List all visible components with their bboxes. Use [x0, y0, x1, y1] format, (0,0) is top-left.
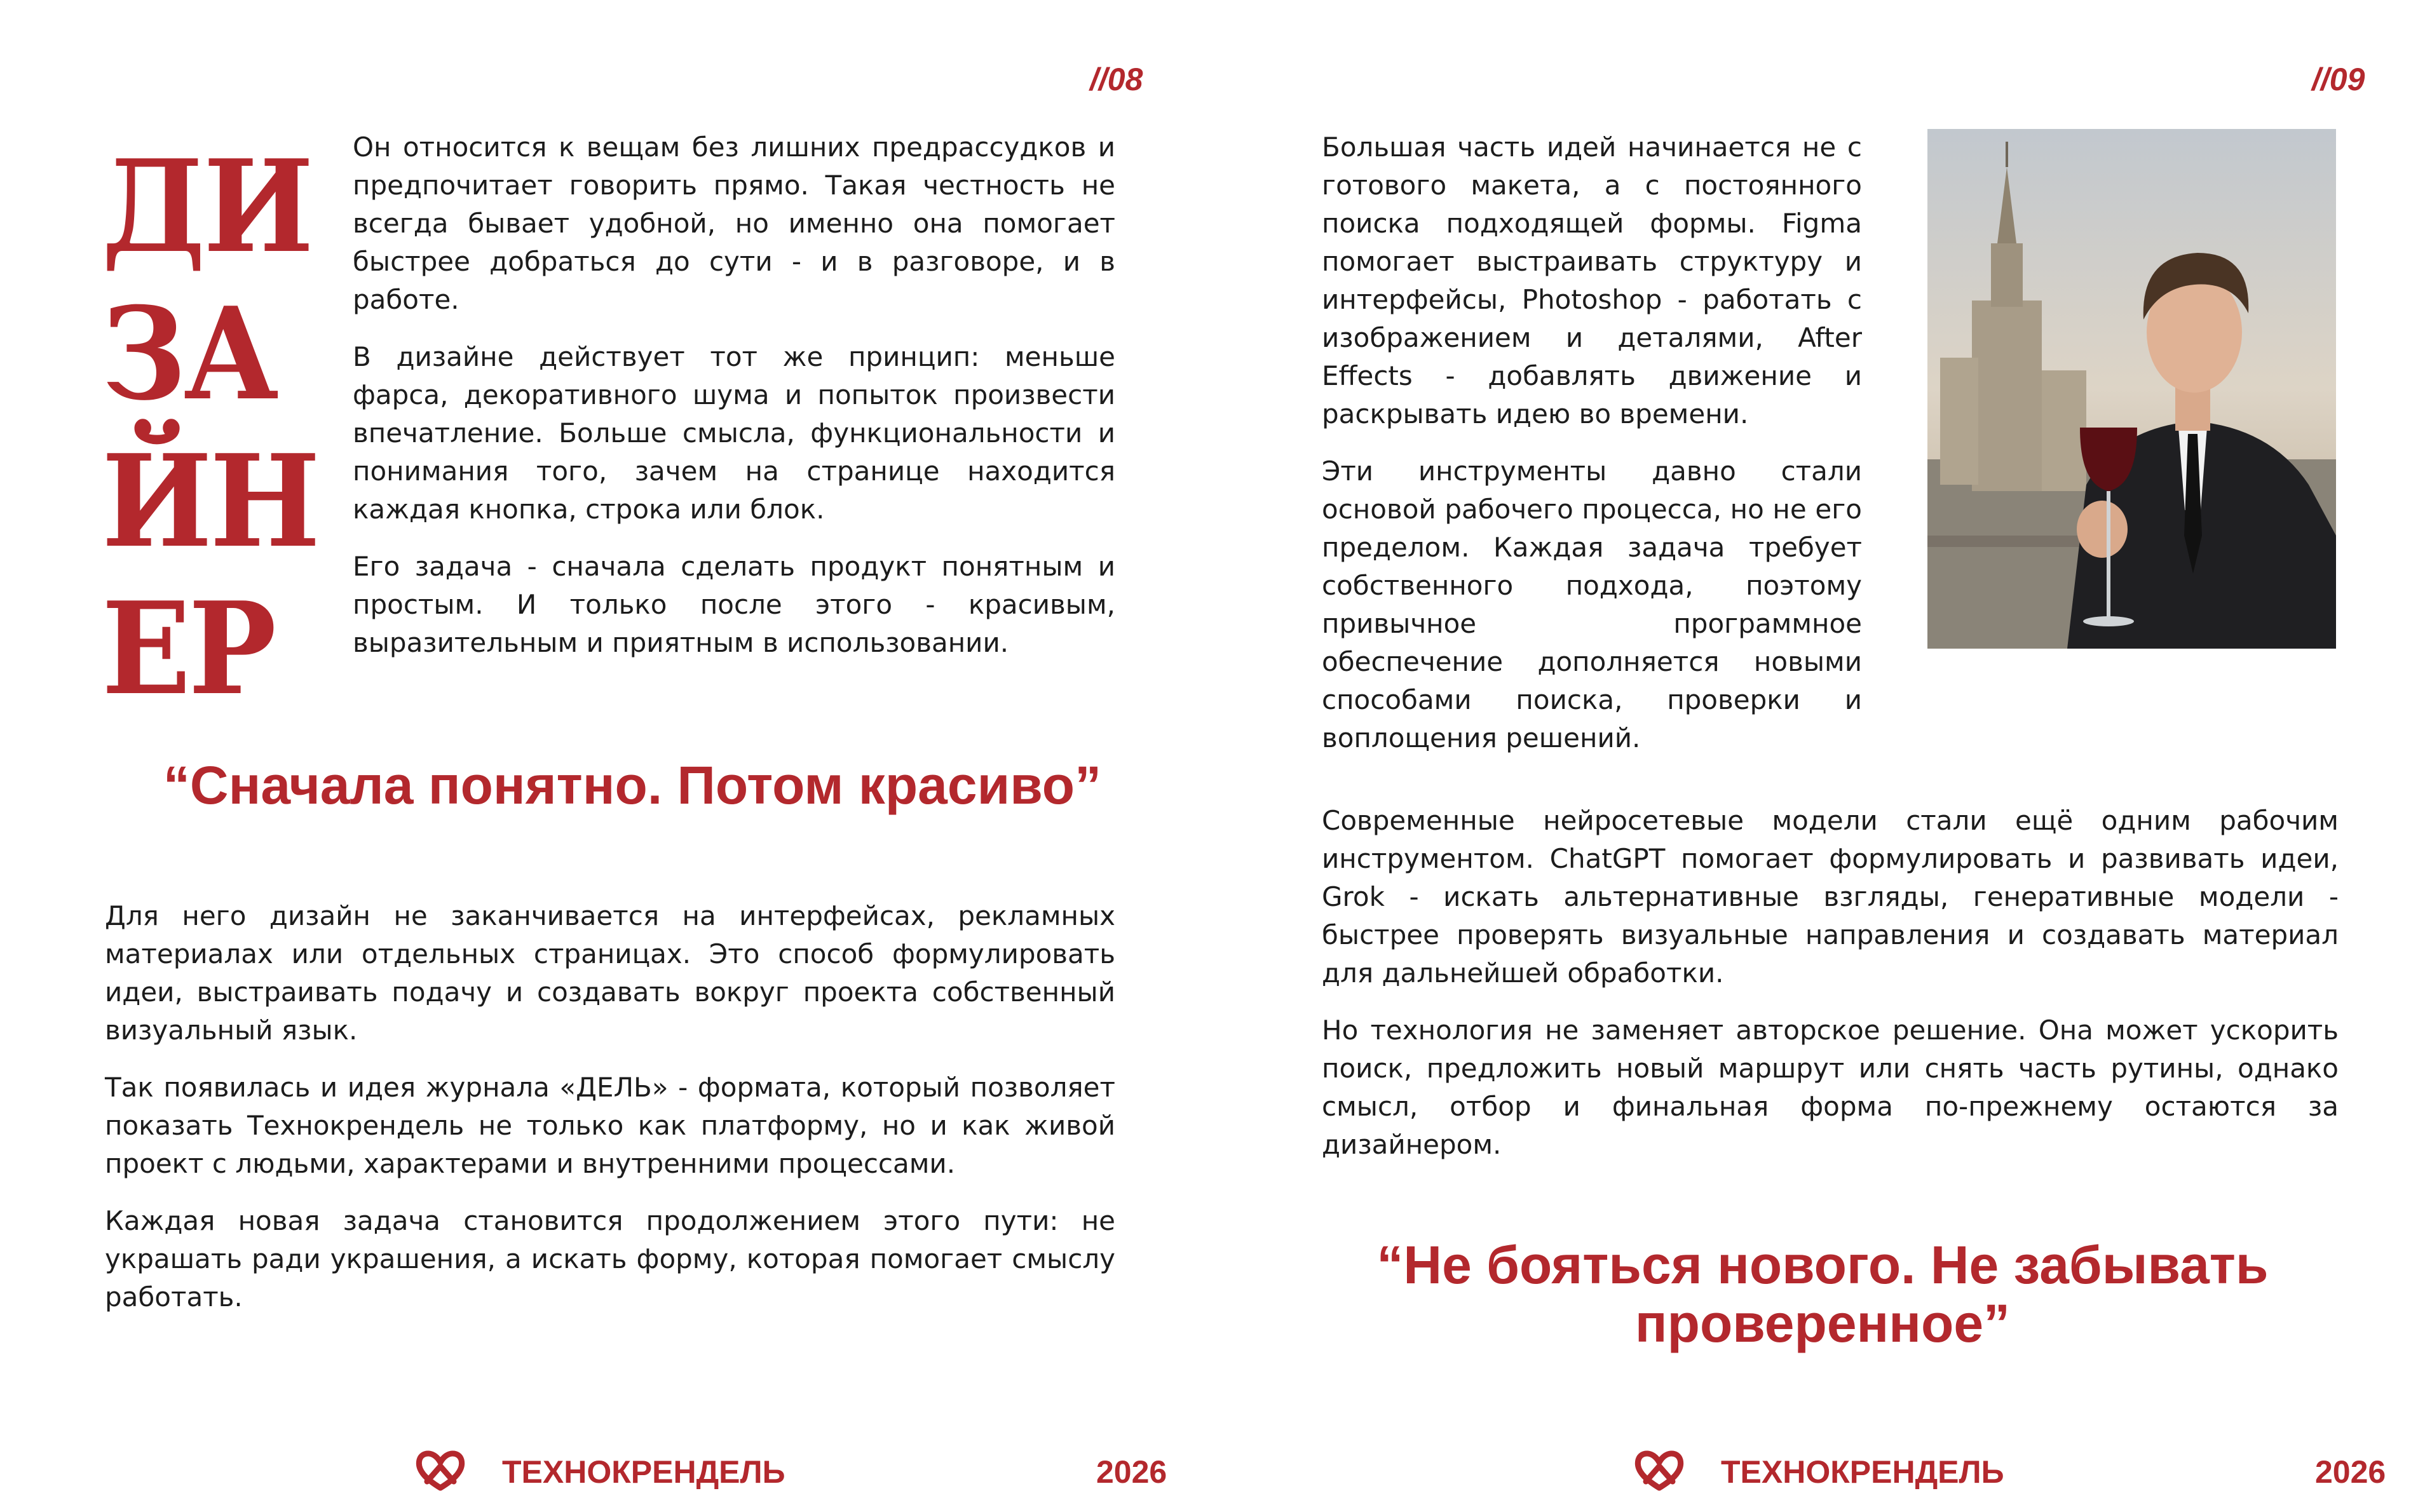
page-number: //09 [2312, 62, 2365, 97]
vertical-title-line: ЗА [102, 280, 277, 429]
body-text [105, 897, 1115, 1335]
wide-text [1322, 802, 2339, 1183]
paragraph: В дизайне действует тот же принцип: меньше фарса, декоративного шума и попыток произвести впечатление. Больше смысла, функциональности и понимания того, зачем на странице находится каждая кнопка, строка или блок. [353, 341, 1115, 525]
paragraph: Каждая новая задача становится продолжением этого пути: не украшать ради украшения, а искать форму, которая помогает смыслу работать. [105, 1205, 1115, 1313]
paragraph: Так появилась и идея журнала «ДЕЛЬ» - формата, который позволяет показать Технокрендель не только как платформу, но и как живой проект с людьми, характерами и внутренними процессами. [105, 1072, 1115, 1179]
pull-quote: “Сначала понятно. Потом красиво” [163, 755, 1102, 815]
paragraph: Его задача - сначала сделать продукт понятным и простым. И только после этого - красивым, выразительным и приятным в использовании. [353, 551, 1115, 658]
page-number: //08 [1090, 62, 1143, 97]
brand-name: ТЕХНОКРЕНДЕЛЬ [502, 1454, 785, 1490]
portrait-illustration [1927, 129, 2336, 649]
paragraph: Но технология не заменяет авторское решение. Она может ускорить поиск, предложить новый маршрут или снять часть рутины, однако смысл, отбор и финальная форма по-прежнему остаются за дизайнером. [1322, 1015, 2339, 1160]
column-text [1322, 128, 1862, 776]
pull-quote: “Не бояться нового. Не забывать проверенное” [1376, 1235, 2269, 1353]
intro-text [353, 128, 1115, 681]
vertical-title-line: ЙН [102, 427, 318, 576]
paragraph: Для него дизайн не заканчивается на интерфейсах, рекламных материалах или отдельных страницах. Это способ формулировать идеи, выстраивать подачу и создавать вокруг проекта собственный визуальный язык. [105, 900, 1115, 1046]
issue-year: 2026 [2315, 1454, 2386, 1490]
issue-year: 2026 [1096, 1454, 1167, 1490]
brand-name: ТЕХНОКРЕНДЕЛЬ [1721, 1454, 2004, 1490]
page-left [0, 0, 1212, 1512]
vertical-title-line: ДИ [102, 132, 312, 281]
paragraph: Он относится к вещам без лишних предрассудков и предпочитает говорить прямо. Такая честность не всегда бывает удобной, но именно она помогает быстрее добраться до сути - и в разговоре, и в работе. [353, 132, 1115, 315]
vertical-title [102, 132, 318, 724]
designer-photo [1927, 129, 2336, 649]
paragraph: Современные нейросетевые модели стали ещё одним рабочим инструментом. ChatGPT помогает формулировать и развивать идеи, Grok - искать альтернативные взгляды, генеративные модели - быстрее проверять визуальные направления и создавать материал для дальнейшей обработки. [1322, 805, 2339, 989]
pretzel-logo-icon [413, 1447, 468, 1492]
paragraph: Эти инструменты давно стали основой рабочего процесса, но не его пределом. Каждая задача требует собственного подхода, поэтому привычное программное обеспечение дополняется новыми способами поиска, проверки и воплощения решений. [1322, 456, 1862, 753]
paragraph: Большая часть идей начинается не с готового макета, а с постоянного поиска подходящей формы. Figma помогает выстраивать структуру и интерфейсы, Photoshop - работать с изображением и деталями, After Effects - добавлять движение и раскрывать идею во времени. [1322, 132, 1862, 429]
vertical-title-line: ЕР [102, 574, 275, 724]
pretzel-logo-icon [1632, 1447, 1687, 1492]
page-right [1212, 0, 2425, 1512]
